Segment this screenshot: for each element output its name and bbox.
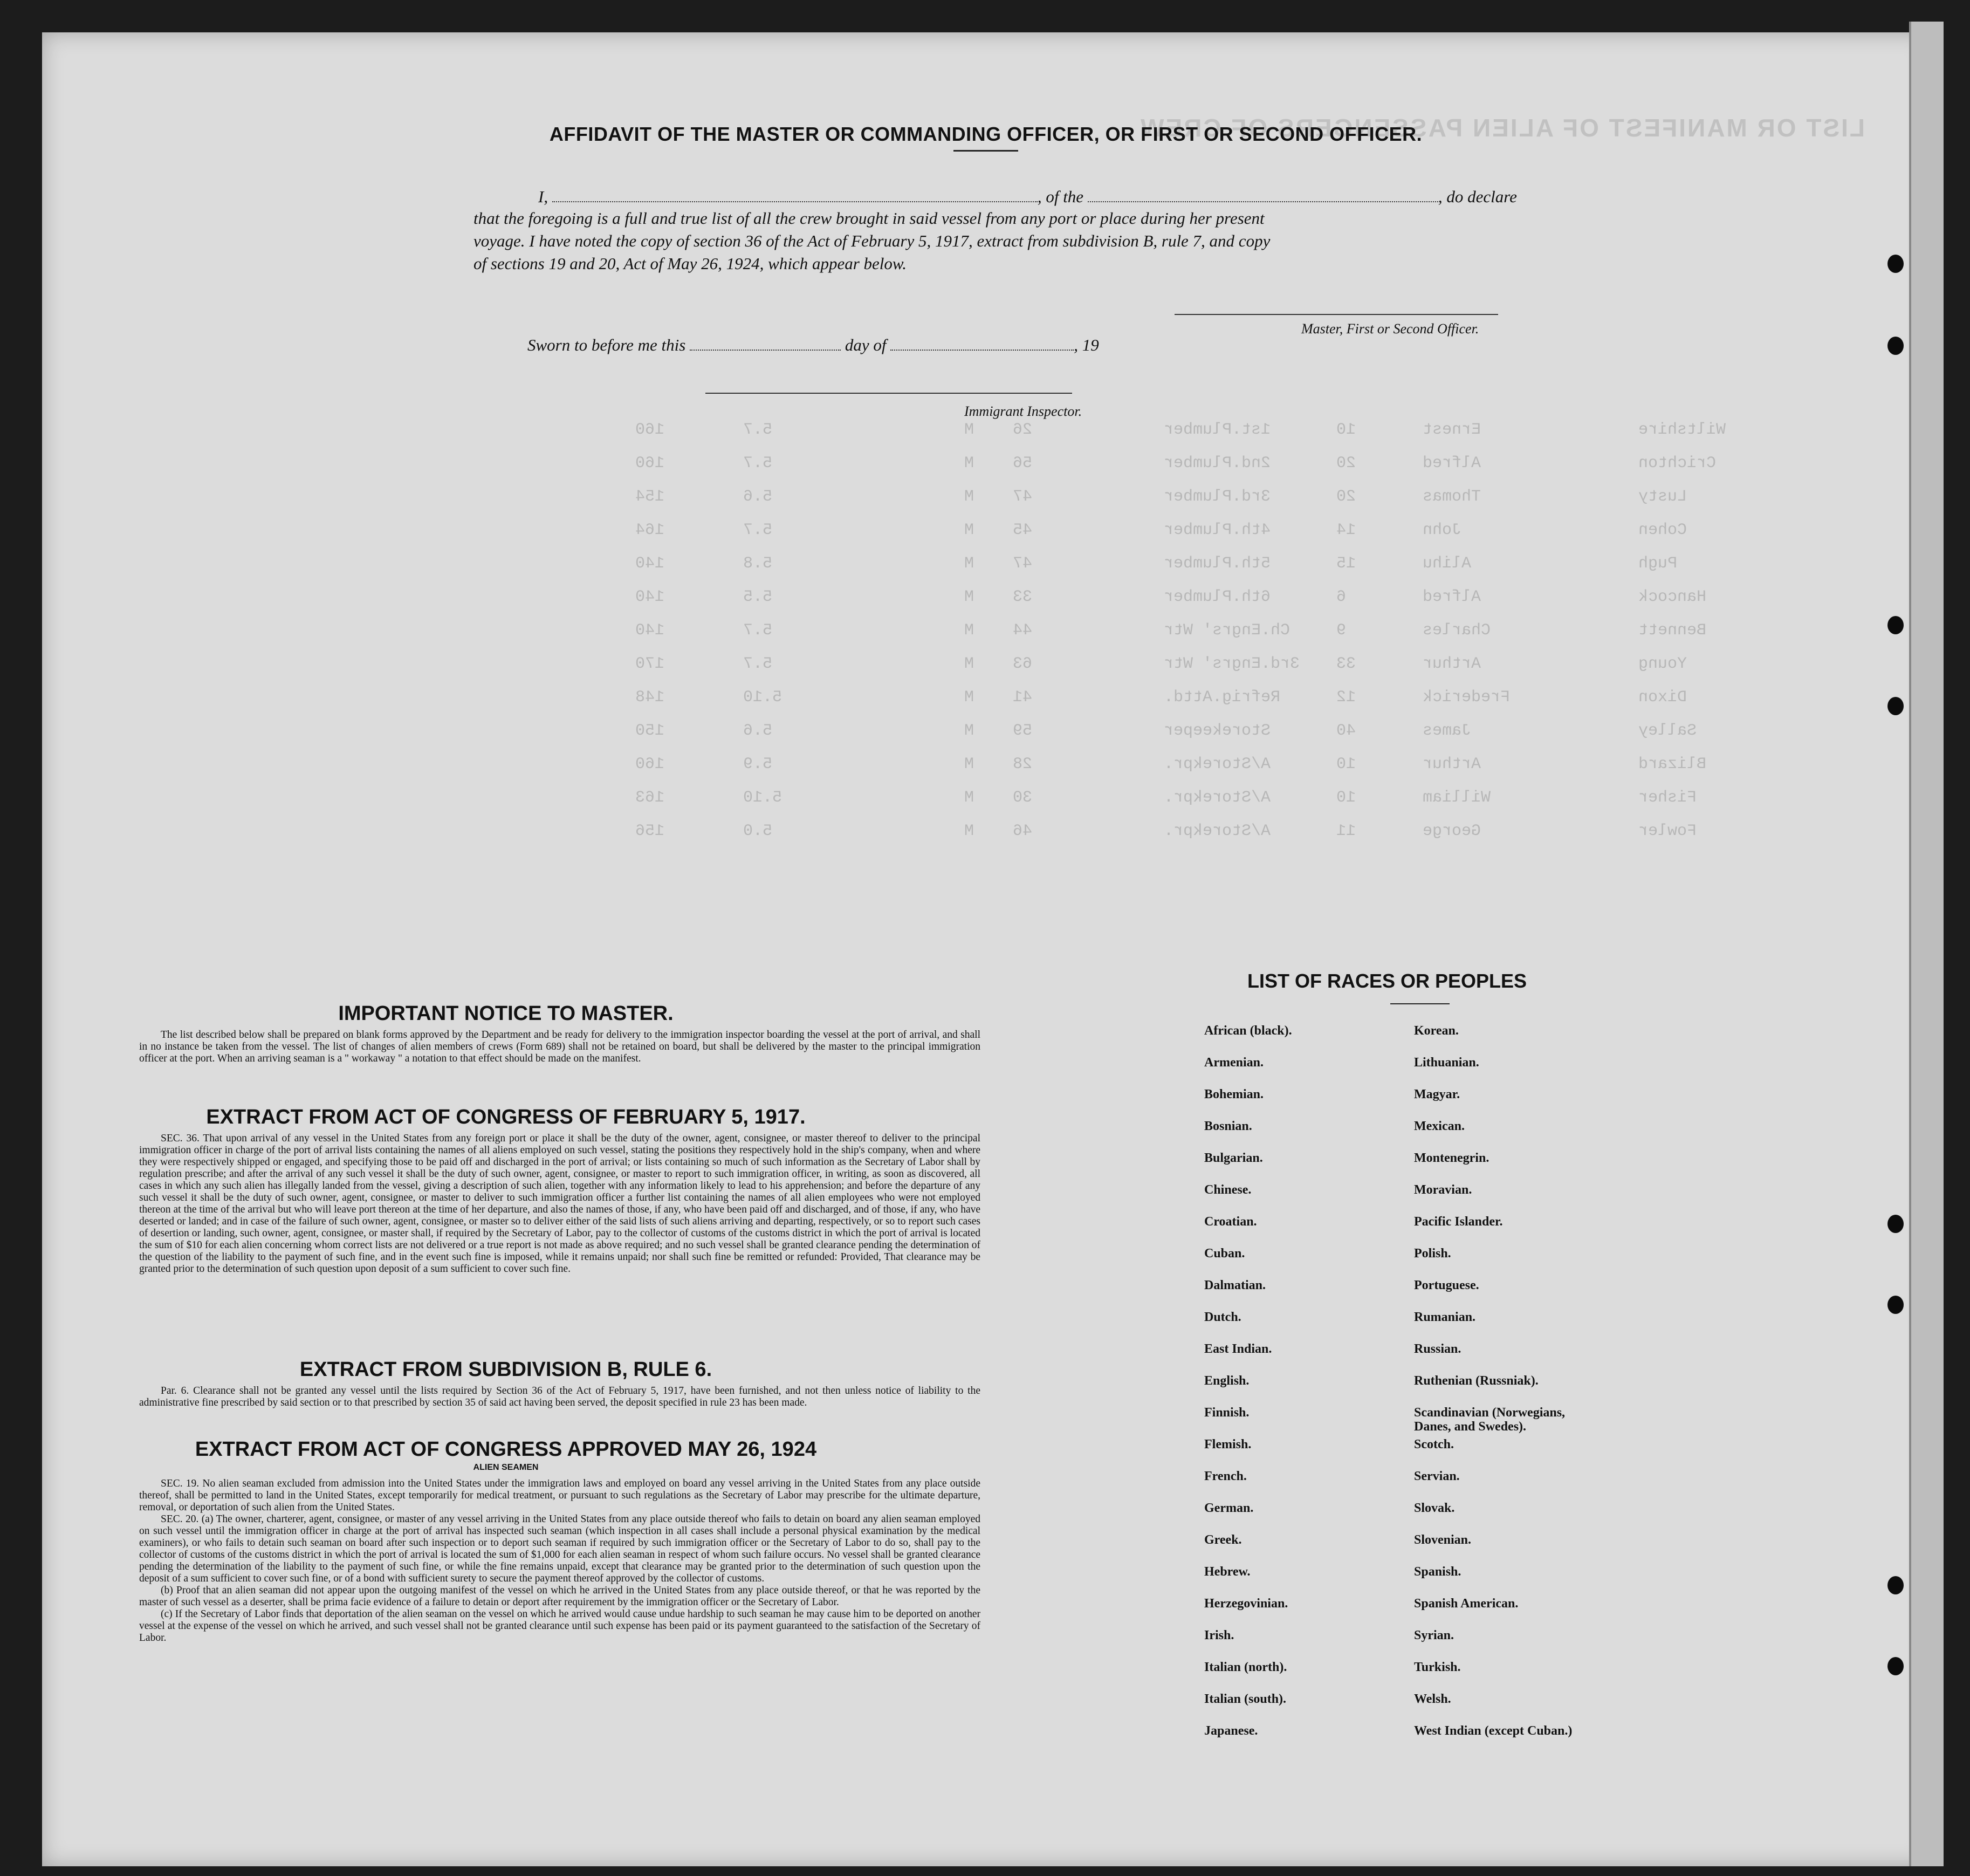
- bleed-through-cell: 5.0: [743, 822, 773, 840]
- bleed-through-cell: 150: [635, 722, 665, 740]
- race-item: Bosnian.: [1204, 1119, 1252, 1133]
- bleed-through-cell: 160: [635, 454, 665, 473]
- race-item: English.: [1204, 1374, 1250, 1388]
- bleed-through-cell: 5th.Plumber: [1164, 554, 1271, 573]
- race-item: Finnish.: [1204, 1406, 1250, 1420]
- bleed-through-cell: Lusty: [1638, 488, 1687, 506]
- bleed-through-cell: 56: [1013, 454, 1033, 473]
- bleed-through-cell: Fisher: [1638, 789, 1697, 807]
- bleed-through-cell: 140: [635, 621, 665, 640]
- sec-20b-paragraph: (b) Proof that an alien seaman did not appear upon the outgoing manifest of the vessel on which he arrived in the United States from any place outside thereof, or that he was reported by the master of such vessel as a deserter, shall be prima facie evidence of a failure to detain or deport after requirement by the immigration officer or the Secretary of Labor.: [139, 1585, 980, 1608]
- bleed-through-cell: 26: [1013, 421, 1033, 439]
- race-item: Dutch.: [1204, 1310, 1241, 1324]
- race-item: Pacific Islander.: [1414, 1215, 1503, 1229]
- bleed-through-cell: 5.10: [743, 688, 782, 707]
- bleed-through-cell: 41: [1013, 688, 1033, 707]
- bleed-through-cell: 3rd.Engrs' Wtr: [1164, 655, 1300, 673]
- race-item: East Indian.: [1204, 1342, 1272, 1356]
- bleed-through-cell: A/Storekpr.: [1164, 755, 1271, 773]
- binder-hole-icon: [1887, 616, 1904, 634]
- race-item: Spanish.: [1414, 1565, 1461, 1579]
- race-item: Korean.: [1414, 1024, 1459, 1038]
- race-item: Turkish.: [1414, 1660, 1461, 1674]
- bleed-through-cell: 170: [635, 655, 665, 673]
- bleed-through-cell: 33: [1336, 655, 1356, 673]
- extract-1924-body: [139, 1478, 980, 1644]
- bleed-through-cell: 148: [635, 688, 665, 707]
- race-item: Portuguese.: [1414, 1278, 1479, 1292]
- bleed-through-cell: 14: [1336, 521, 1356, 539]
- bleed-through-cell: Crichton: [1638, 454, 1717, 473]
- bleed-through-cell: 5.10: [743, 789, 782, 807]
- race-item: Magyar.: [1414, 1087, 1460, 1101]
- bleed-through-cell: 5.7: [743, 655, 773, 673]
- race-item: Scotch.: [1414, 1437, 1454, 1451]
- race-item: Lithuanian.: [1414, 1056, 1479, 1070]
- bleed-through-cell: Alihu: [1423, 554, 1472, 573]
- bleed-through-cell: M: [964, 789, 974, 807]
- race-item: Syrian.: [1414, 1628, 1454, 1642]
- inspector-label: Immigrant Inspector.: [964, 403, 1082, 419]
- race-item: Spanish American.: [1414, 1597, 1519, 1611]
- bleed-through-cell: 140: [635, 588, 665, 606]
- race-item: Irish.: [1204, 1628, 1234, 1642]
- races-title: LIST OF RACES OR PEOPLES: [1247, 970, 1527, 992]
- bleed-through-cell: 160: [635, 421, 665, 439]
- bleed-through-cell: Alfred: [1423, 588, 1481, 606]
- bleed-through-cell: 4th.Plumber: [1164, 521, 1271, 539]
- bleed-through-cell: Arthur: [1423, 655, 1481, 673]
- race-item: Bohemian.: [1204, 1087, 1264, 1101]
- bleed-through-cell: A/Storekpr.: [1164, 789, 1271, 807]
- race-item: Cuban.: [1204, 1247, 1245, 1261]
- bleed-through-cell: Young: [1638, 655, 1687, 673]
- bleed-through-cell: 63: [1013, 655, 1033, 673]
- race-item: Montenegrin.: [1414, 1151, 1489, 1165]
- race-item: Armenian.: [1204, 1056, 1264, 1070]
- bleed-through-cell: 46: [1013, 822, 1033, 840]
- bleed-through-cell: M: [964, 688, 974, 707]
- bleed-through-cell: Thomas: [1423, 488, 1481, 506]
- bleed-through-cell: 9: [1336, 621, 1347, 640]
- bleed-through-cell: 5.9: [743, 755, 773, 773]
- bleed-through-cell: Frederick: [1423, 688, 1511, 707]
- race-item: Moravian.: [1414, 1183, 1472, 1197]
- bleed-through-cell: 5.7: [743, 454, 773, 473]
- bleed-through-cell: M: [964, 822, 974, 840]
- bleed-through-cell: Pugh: [1638, 554, 1678, 573]
- document-page: [42, 32, 1930, 1866]
- race-item: Japanese.: [1204, 1724, 1258, 1738]
- bleed-through-cell: John: [1423, 521, 1462, 539]
- race-item: Bulgarian.: [1204, 1151, 1263, 1165]
- master-signature-line[interactable]: [1175, 314, 1498, 315]
- bleed-through-title: LIST OR MANIFEST OF ALIEN PASSENGERS OF CREW: [1139, 114, 1865, 142]
- bleed-through-cell: William: [1423, 789, 1491, 807]
- bleed-through-cell: Fowler: [1638, 822, 1697, 840]
- bleed-through-cell: Alfred: [1423, 454, 1481, 473]
- bleed-through-cell: Salley: [1638, 722, 1697, 740]
- binder-hole-icon: [1887, 1215, 1904, 1233]
- bleed-through-cell: 20: [1336, 454, 1356, 473]
- race-item: French.: [1204, 1469, 1247, 1483]
- sec-20c-paragraph: (c) If the Secretary of Labor finds that deportation of the alien seaman on the vessel on which he arrived would cause undue hardship to such seaman he may cause him to be deported on another vessel at the expense of the vessel on which he arrived, and such vessel shall not be granted clearance until such expense has been paid or its payment guaranteed to the satisfaction of the Secretary of Labor.: [139, 1608, 980, 1644]
- bleed-through-cell: M: [964, 755, 974, 773]
- alien-seamen-subtitle: ALIEN SEAMEN: [473, 1463, 539, 1472]
- bleed-through-cell: 10: [1336, 421, 1356, 439]
- bleed-through-cell: 12: [1336, 688, 1356, 707]
- rule-6-paragraph: Par. 6. Clearance shall not be granted any vessel until the lists required by Section 36 of the Act of February 5, 1917, have been furnished, and not then unless notice of liability to the administrative fine prescribed by said section or to that prescribed by section 35 of said act having been served, the deposit specified in rule 23 has been made.: [139, 1385, 980, 1408]
- bleed-through-cell: Wiltshire: [1638, 421, 1726, 439]
- notice-paragraph: The list described below shall be prepared on blank forms approved by the Department and be ready for delivery to the immigration inspector boarding the vessel at the port of arrival, and shall in no instance be taken from the vessel. The list of changes of alien members of crews (Form 689) shall not be retained on board, but shall be delivered by the master to the principal immigration officer at the port. When an arriving seaman is a " workaway " a notation to that effect should be made on the manifest.: [139, 1029, 980, 1064]
- race-item: Hebrew.: [1204, 1565, 1251, 1579]
- binder-hole-icon: [1887, 1296, 1904, 1314]
- affidavit-declare: , do declare: [1438, 187, 1517, 206]
- race-item: Chinese.: [1204, 1183, 1252, 1197]
- affidavit-i: I,: [538, 187, 548, 206]
- bleed-through-cell: George: [1423, 822, 1481, 840]
- bleed-through-cell: 140: [635, 554, 665, 573]
- bleed-through-cell: M: [964, 521, 974, 539]
- bleed-through-cell: M: [964, 488, 974, 506]
- binder-hole-icon: [1887, 1576, 1904, 1594]
- bleed-through-cell: 33: [1013, 588, 1033, 606]
- affidavit-title: AFFIDAVIT OF THE MASTER OR COMMANDING OFFICER, OR FIRST OR SECOND OFFICER.: [549, 123, 1423, 145]
- sworn-text: Sworn to before me this: [527, 336, 686, 354]
- bleed-through-cell: 30: [1013, 789, 1033, 807]
- race-item: Slovenian.: [1414, 1533, 1472, 1547]
- race-item: Italian (south).: [1204, 1692, 1287, 1706]
- race-item: Mexican.: [1414, 1119, 1465, 1133]
- affidavit-of-the: , of the: [1037, 187, 1084, 206]
- race-item: Greek.: [1204, 1533, 1242, 1547]
- vessel-blank[interactable]: [1088, 186, 1438, 202]
- bleed-through-cell: M: [964, 421, 974, 439]
- bleed-through-cell: 2nd.Plumber: [1164, 454, 1271, 473]
- bleed-through-cell: 47: [1013, 554, 1033, 573]
- race-item: Ruthenian (Russniak).: [1414, 1374, 1539, 1388]
- binder-hole-icon: [1887, 255, 1904, 273]
- race-item: Russian.: [1414, 1342, 1461, 1356]
- bleed-through-cell: 5.7: [743, 621, 773, 640]
- bleed-through-cell: Bennett: [1638, 621, 1707, 640]
- bleed-through-cell: 44: [1013, 621, 1033, 640]
- bleed-through-cell: 3rd.Plumber: [1164, 488, 1271, 506]
- bleed-through-cell: M: [964, 454, 974, 473]
- binder-hole-icon: [1887, 1657, 1904, 1675]
- races-rule: [1390, 1003, 1450, 1004]
- race-item: Scandinavian (Norwegians, Danes, and Swedes).: [1414, 1406, 1566, 1434]
- race-item: German.: [1204, 1501, 1254, 1515]
- bleed-through-cell: 40: [1336, 722, 1356, 740]
- bleed-through-cell: 10: [1336, 755, 1356, 773]
- bleed-through-cell: A/Storekpr.: [1164, 822, 1271, 840]
- extract-1924-title: EXTRACT FROM ACT OF CONGRESS APPROVED MAY 26, 1924: [195, 1438, 817, 1461]
- bleed-through-cell: Storekeeper: [1164, 722, 1271, 740]
- affidavit-line4: of sections 19 and 20, Act of May 26, 1924, which appear below.: [473, 254, 907, 273]
- race-item: Dalmatian.: [1204, 1278, 1266, 1292]
- bleed-through-cell: Refrig.Attd.: [1164, 688, 1281, 707]
- notice-body: [139, 1029, 980, 1065]
- bleed-through-cell: 28: [1013, 755, 1033, 773]
- bleed-through-cell: Hancock: [1638, 588, 1707, 606]
- sec-19-paragraph: SEC. 19. No alien seaman excluded from admission into the United States under the immigration laws and employed on board any vessel arriving in the United States from any place outside thereof, shall be permitted to land in the United States, except temporarily for medical treatment, or pursuant to such regulations as the Secretary of Labor may prescribe for the ultimate departure, removal, or deportation of such alien from the United States.: [139, 1478, 980, 1513]
- inspector-signature-line[interactable]: [705, 393, 1072, 394]
- bleed-through-cell: 164: [635, 521, 665, 539]
- bleed-through-cell: 6th.Plumber: [1164, 588, 1271, 606]
- year-text: , 19: [1074, 336, 1099, 354]
- race-item: Slovak.: [1414, 1501, 1455, 1515]
- bleed-through-cell: Ernest: [1423, 421, 1481, 439]
- bleed-through-cell: 20: [1336, 488, 1356, 506]
- race-item: West Indian (except Cuban.): [1414, 1724, 1573, 1738]
- sworn-line: [527, 334, 1228, 355]
- bleed-through-cell: 15: [1336, 554, 1356, 573]
- bleed-through-cell: M: [964, 621, 974, 640]
- bleed-through-cell: M: [964, 588, 974, 606]
- sworn-month-blank[interactable]: [890, 334, 1074, 351]
- sec-20a-paragraph: SEC. 20. (a) The owner, charterer, agent, consignee, or master of any vessel arriving in the United States from any place outside thereof who fails to detain on board any alien seaman employed on such vessel until the immigration officer in charge at the port of arrival has inspected such seaman (which inspection in all cases shall include a personal physical examination by the medical examiners), or who fails to detain such seaman on board after such inspection or to deport such seaman if required by such immigration officer or the Secretary of Labor to do so, shall pay to the collector of customs of the customs district in which the port of arrival is located the sum of $1,000 for each alien seaman in respect of whom such failure occurs. No vessel shall be granted clearance pending the determination of the liability to the payment of such fine, or while the fine remains unpaid, except that clearance may be granted prior to the determination of such question upon the deposit of a sum sufficient to cover such fine, or of a bond with sufficient surety to secure the payment thereof approved by the collector of customs.: [139, 1514, 980, 1584]
- master-label: Master, First or Second Officer.: [1301, 321, 1479, 337]
- bleed-through-cell: 5.7: [743, 521, 773, 539]
- bleed-through-cell: Ch.Engrs' Wtr: [1164, 621, 1291, 640]
- bleed-through-cell: 10: [1336, 789, 1356, 807]
- race-item: Polish.: [1414, 1247, 1451, 1261]
- bleed-through-cell: 154: [635, 488, 665, 506]
- bleed-through-cell: Arthur: [1423, 755, 1481, 773]
- race-item: Croatian.: [1204, 1215, 1257, 1229]
- bleed-through-cell: 11: [1336, 822, 1356, 840]
- page-edge: [1909, 22, 1944, 1866]
- binder-hole-icon: [1887, 337, 1904, 355]
- extract-rule-title: EXTRACT FROM SUBDIVISION B, RULE 6.: [299, 1358, 712, 1381]
- race-item: Herzegovinian.: [1204, 1597, 1288, 1611]
- bleed-through-cell: 47: [1013, 488, 1033, 506]
- race-item: Italian (north).: [1204, 1660, 1287, 1674]
- bleed-through-cell: 160: [635, 755, 665, 773]
- extract-rule-body: [139, 1385, 980, 1409]
- name-blank[interactable]: [552, 186, 1038, 202]
- race-item: Welsh.: [1414, 1692, 1451, 1706]
- bleed-through-cell: M: [964, 655, 974, 673]
- bleed-through-cell: 5.6: [743, 722, 773, 740]
- bleed-through-cell: 5.5: [743, 588, 773, 606]
- race-item: African (black).: [1204, 1024, 1292, 1038]
- race-item: Servian.: [1414, 1469, 1460, 1483]
- notice-title: IMPORTANT NOTICE TO MASTER.: [338, 1002, 674, 1025]
- bleed-through-cell: James: [1423, 722, 1472, 740]
- day-of-text: day of: [845, 336, 887, 354]
- sworn-day-blank[interactable]: [690, 334, 841, 351]
- race-item: Rumanian.: [1414, 1310, 1476, 1324]
- bleed-through-cell: 1st.Plumber: [1164, 421, 1271, 439]
- bleed-through-cell: 156: [635, 822, 665, 840]
- bleed-through-cell: M: [964, 722, 974, 740]
- bleed-through-cell: Charles: [1423, 621, 1491, 640]
- bleed-through-cell: 163: [635, 789, 665, 807]
- bleed-through-cell: 5.6: [743, 488, 773, 506]
- bleed-through-cell: 5.7: [743, 421, 773, 439]
- affidavit-line3: voyage. I have noted the copy of section 36 of the Act of February 5, 1917, extract from subdivision B, rule 7, and copy: [473, 231, 1271, 250]
- bleed-through-cell: M: [964, 554, 974, 573]
- binder-hole-icon: [1887, 697, 1904, 715]
- affidavit-line1: [538, 186, 1590, 207]
- race-item: Flemish.: [1204, 1437, 1252, 1451]
- extract-1917-body: [139, 1133, 980, 1275]
- section-36-paragraph: SEC. 36. That upon arrival of any vessel in the United States from any foreign port or place it shall be the duty of the owner, agent, consignee, or master thereof to deliver to the principal immigration officer in charge of the port of arrival lists containing the names of all aliens employed on such vessel, stating the positions they respectively hold in the ship's company, when and where they were respectively shipped or engaged, and specifying those to be paid off and discharged in the port of arrival; or lists containing so much of such information as the Secretary of Labor shall by regulation prescribe; and after the arrival of any such vessel it shall be the duty of such owner, agent, consignee, or master to report to such immigration officer, in writing, as soon as discovered, all cases in which any such alien has illegally landed from the vessel, giving a description of such alien, together with any information likely to lead to his apprehension; and before the departure of any such vessel it shall be the duty of such owner, agent, consignee, or master to deliver to such immigration officer a further list containing the names of all alien employees who were not employed thereon at the time of the arrival but who will leave port thereon at the time of her departure, and also the names of those, if any, who have been paid off and discharged, and of those, if any, who have deserted or landed; and in case of the failure of such owner, agent, consignee, or master so to deliver either of the said lists of such aliens arriving and departing, respectively, or so to report such cases of desertion or landing, such owner, agent, consignee, or master shall, if required by the Secretary of Labor, pay to the collector of customs of the customs district in which the port of arrival is located the sum of $10 for each alien concerning whom correct lists are not delivered or a true report is not made as above required; and no such vessel shall be granted clearance pending the determination of the question of the liability to the payment of such fine, and in the event such fine is imposed, while it remains unpaid; nor shall such fine be remitted or refunded: Provided, That clearance may be granted prior to the determination of such question upon deposit of a sum sufficient to cover such fine.: [139, 1133, 980, 1275]
- bleed-through-cell: 45: [1013, 521, 1033, 539]
- bleed-through-cell: Dixon: [1638, 688, 1687, 707]
- bleed-through-cell: 5.8: [743, 554, 773, 573]
- extract-1917-title: EXTRACT FROM ACT OF CONGRESS OF FEBRUARY 5, 1917.: [206, 1106, 806, 1128]
- bleed-through-cell: Cohen: [1638, 521, 1687, 539]
- bleed-through-cell: 6: [1336, 588, 1347, 606]
- title-rule: [953, 150, 1018, 152]
- affidavit-line2: that the foregoing is a full and true list of all the crew brought in said vessel from any port or place during her present: [473, 209, 1265, 228]
- bleed-through-cell: Blizard: [1638, 755, 1707, 773]
- bleed-through-cell: 59: [1013, 722, 1033, 740]
